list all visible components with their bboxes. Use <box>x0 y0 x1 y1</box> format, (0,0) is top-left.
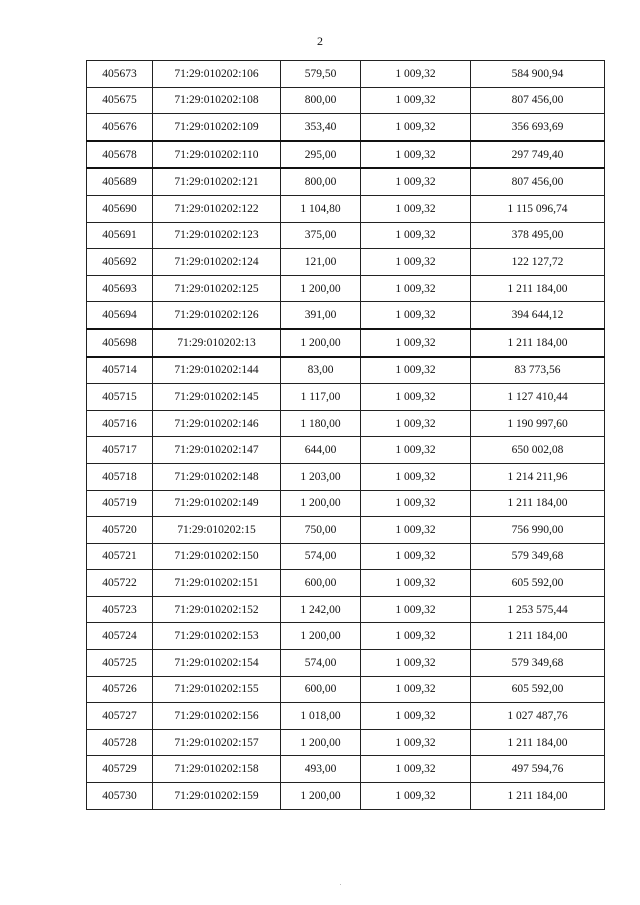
table-row <box>87 650 605 677</box>
row-id-cell: 405676 <box>87 114 153 141</box>
area-cell: 1 104,80 <box>281 195 361 222</box>
rate-cell: 1 009,32 <box>361 357 471 384</box>
cadastral-number-cell: 71:29:010202:146 <box>153 410 281 437</box>
value-cell: 356 693,69 <box>471 114 605 141</box>
cadastral-number-cell: 71:29:010202:151 <box>153 570 281 597</box>
rate-cell: 1 009,32 <box>361 168 471 195</box>
row-id-cell: 405689 <box>87 168 153 195</box>
value-cell: 1 253 575,44 <box>471 596 605 623</box>
cadastral-number-cell: 71:29:010202:147 <box>153 437 281 464</box>
rate-cell: 1 009,32 <box>361 570 471 597</box>
area-cell: 1 200,00 <box>281 490 361 517</box>
table-row <box>87 596 605 623</box>
area-cell: 83,00 <box>281 357 361 384</box>
area-cell: 1 203,00 <box>281 463 361 490</box>
area-cell: 600,00 <box>281 570 361 597</box>
rate-cell: 1 009,32 <box>361 650 471 677</box>
value-cell: 1 211 184,00 <box>471 275 605 302</box>
row-id-cell: 405724 <box>87 623 153 650</box>
table-row <box>87 329 605 357</box>
cadastral-number-cell: 71:29:010202:108 <box>153 87 281 114</box>
rate-cell: 1 009,32 <box>361 463 471 490</box>
area-cell: 579,50 <box>281 61 361 88</box>
cadastral-number-cell: 71:29:010202:153 <box>153 623 281 650</box>
value-cell: 1 211 184,00 <box>471 729 605 756</box>
value-cell: 1 214 211,96 <box>471 463 605 490</box>
area-cell: 353,40 <box>281 114 361 141</box>
rate-cell: 1 009,32 <box>361 384 471 411</box>
row-id-cell: 405691 <box>87 222 153 249</box>
cadastral-number-cell: 71:29:010202:13 <box>153 329 281 357</box>
row-id-cell: 405726 <box>87 676 153 703</box>
area-cell: 1 200,00 <box>281 275 361 302</box>
row-id-cell: 405714 <box>87 357 153 384</box>
value-cell: 122 127,72 <box>471 249 605 276</box>
row-id-cell: 405675 <box>87 87 153 114</box>
cadastral-number-cell: 71:29:010202:158 <box>153 756 281 783</box>
table-row <box>87 729 605 756</box>
area-cell: 1 200,00 <box>281 729 361 756</box>
rate-cell: 1 009,32 <box>361 410 471 437</box>
table-row <box>87 87 605 114</box>
table-row <box>87 676 605 703</box>
table-row <box>87 703 605 730</box>
row-id-cell: 405727 <box>87 703 153 730</box>
value-cell: 1 211 184,00 <box>471 783 605 810</box>
rate-cell: 1 009,32 <box>361 437 471 464</box>
table-row <box>87 275 605 302</box>
cadastral-number-cell: 71:29:010202:149 <box>153 490 281 517</box>
cadastral-number-cell: 71:29:010202:126 <box>153 302 281 329</box>
cadastral-number-cell: 71:29:010202:124 <box>153 249 281 276</box>
rate-cell: 1 009,32 <box>361 249 471 276</box>
rate-cell: 1 009,32 <box>361 729 471 756</box>
row-id-cell: 405693 <box>87 275 153 302</box>
rate-cell: 1 009,32 <box>361 783 471 810</box>
value-cell: 1 211 184,00 <box>471 329 605 357</box>
rate-cell: 1 009,32 <box>361 517 471 544</box>
cadastral-number-cell: 71:29:010202:106 <box>153 61 281 88</box>
table-row <box>87 141 605 169</box>
area-cell: 1 018,00 <box>281 703 361 730</box>
rate-cell: 1 009,32 <box>361 87 471 114</box>
cadastral-number-cell: 71:29:010202:109 <box>153 114 281 141</box>
value-cell: 297 749,40 <box>471 141 605 169</box>
rate-cell: 1 009,32 <box>361 114 471 141</box>
row-id-cell: 405698 <box>87 329 153 357</box>
table-row <box>87 463 605 490</box>
cadastral-number-cell: 71:29:010202:152 <box>153 596 281 623</box>
table-row <box>87 222 605 249</box>
row-id-cell: 405725 <box>87 650 153 677</box>
rate-cell: 1 009,32 <box>361 543 471 570</box>
row-id-cell: 405718 <box>87 463 153 490</box>
row-id-cell: 405694 <box>87 302 153 329</box>
rate-cell: 1 009,32 <box>361 302 471 329</box>
table-row <box>87 357 605 384</box>
table-row <box>87 61 605 88</box>
value-cell: 756 990,00 <box>471 517 605 544</box>
rate-cell: 1 009,32 <box>361 596 471 623</box>
row-id-cell: 405715 <box>87 384 153 411</box>
area-cell: 800,00 <box>281 87 361 114</box>
table-row <box>87 168 605 195</box>
area-cell: 1 117,00 <box>281 384 361 411</box>
row-id-cell: 405730 <box>87 783 153 810</box>
rate-cell: 1 009,32 <box>361 195 471 222</box>
value-cell: 1 211 184,00 <box>471 490 605 517</box>
area-cell: 800,00 <box>281 168 361 195</box>
area-cell: 1 180,00 <box>281 410 361 437</box>
area-cell: 375,00 <box>281 222 361 249</box>
rate-cell: 1 009,32 <box>361 61 471 88</box>
cadastral-value-table <box>86 60 605 810</box>
cadastral-number-cell: 71:29:010202:154 <box>153 650 281 677</box>
table-row <box>87 437 605 464</box>
value-cell: 1 027 487,76 <box>471 703 605 730</box>
table-row <box>87 195 605 222</box>
area-cell: 295,00 <box>281 141 361 169</box>
area-cell: 574,00 <box>281 543 361 570</box>
cadastral-number-cell: 71:29:010202:15 <box>153 517 281 544</box>
cadastral-number-cell: 71:29:010202:155 <box>153 676 281 703</box>
area-cell: 574,00 <box>281 650 361 677</box>
table-row <box>87 623 605 650</box>
cadastral-number-cell: 71:29:010202:150 <box>153 543 281 570</box>
value-cell: 497 594,76 <box>471 756 605 783</box>
value-cell: 394 644,12 <box>471 302 605 329</box>
cadastral-number-cell: 71:29:010202:145 <box>153 384 281 411</box>
cadastral-number-cell: 71:29:010202:121 <box>153 168 281 195</box>
table-row <box>87 249 605 276</box>
value-cell: 605 592,00 <box>471 676 605 703</box>
table-row <box>87 517 605 544</box>
area-cell: 600,00 <box>281 676 361 703</box>
table-row <box>87 302 605 329</box>
row-id-cell: 405673 <box>87 61 153 88</box>
page-number: 2 <box>317 34 323 48</box>
value-cell: 1 190 997,60 <box>471 410 605 437</box>
area-cell: 493,00 <box>281 756 361 783</box>
value-cell: 83 773,56 <box>471 357 605 384</box>
value-cell: 579 349,68 <box>471 543 605 570</box>
cadastral-number-cell: 71:29:010202:122 <box>153 195 281 222</box>
table-row <box>87 490 605 517</box>
area-cell: 750,00 <box>281 517 361 544</box>
row-id-cell: 405716 <box>87 410 153 437</box>
area-cell: 121,00 <box>281 249 361 276</box>
cadastral-number-cell: 71:29:010202:123 <box>153 222 281 249</box>
row-id-cell: 405720 <box>87 517 153 544</box>
row-id-cell: 405722 <box>87 570 153 597</box>
row-id-cell: 405692 <box>87 249 153 276</box>
table-row <box>87 783 605 810</box>
table-row <box>87 114 605 141</box>
rate-cell: 1 009,32 <box>361 703 471 730</box>
area-cell: 1 200,00 <box>281 783 361 810</box>
rate-cell: 1 009,32 <box>361 141 471 169</box>
value-cell: 1 127 410,44 <box>471 384 605 411</box>
area-cell: 1 242,00 <box>281 596 361 623</box>
table-row <box>87 410 605 437</box>
value-cell: 579 349,68 <box>471 650 605 677</box>
cadastral-number-cell: 71:29:010202:159 <box>153 783 281 810</box>
table-row <box>87 756 605 783</box>
area-cell: 1 200,00 <box>281 329 361 357</box>
cadastral-number-cell: 71:29:010202:125 <box>153 275 281 302</box>
rate-cell: 1 009,32 <box>361 222 471 249</box>
table-row <box>87 570 605 597</box>
table-body <box>87 61 605 810</box>
value-cell: 1 115 096,74 <box>471 195 605 222</box>
value-cell: 1 211 184,00 <box>471 623 605 650</box>
table-row <box>87 384 605 411</box>
table-row <box>87 543 605 570</box>
rate-cell: 1 009,32 <box>361 623 471 650</box>
cadastral-number-cell: 71:29:010202:156 <box>153 703 281 730</box>
area-cell: 391,00 <box>281 302 361 329</box>
row-id-cell: 405690 <box>87 195 153 222</box>
cadastral-number-cell: 71:29:010202:148 <box>153 463 281 490</box>
cadastral-number-cell: 71:29:010202:144 <box>153 357 281 384</box>
rate-cell: 1 009,32 <box>361 676 471 703</box>
value-cell: 807 456,00 <box>471 168 605 195</box>
row-id-cell: 405729 <box>87 756 153 783</box>
value-cell: 650 002,08 <box>471 437 605 464</box>
value-cell: 807 456,00 <box>471 87 605 114</box>
scan-speck <box>340 884 341 885</box>
area-cell: 644,00 <box>281 437 361 464</box>
value-cell: 378 495,00 <box>471 222 605 249</box>
rate-cell: 1 009,32 <box>361 490 471 517</box>
rate-cell: 1 009,32 <box>361 275 471 302</box>
cadastral-number-cell: 71:29:010202:157 <box>153 729 281 756</box>
rate-cell: 1 009,32 <box>361 756 471 783</box>
value-cell: 605 592,00 <box>471 570 605 597</box>
row-id-cell: 405717 <box>87 437 153 464</box>
row-id-cell: 405728 <box>87 729 153 756</box>
cadastral-number-cell: 71:29:010202:110 <box>153 141 281 169</box>
row-id-cell: 405678 <box>87 141 153 169</box>
rate-cell: 1 009,32 <box>361 329 471 357</box>
row-id-cell: 405719 <box>87 490 153 517</box>
row-id-cell: 405721 <box>87 543 153 570</box>
value-cell: 584 900,94 <box>471 61 605 88</box>
row-id-cell: 405723 <box>87 596 153 623</box>
area-cell: 1 200,00 <box>281 623 361 650</box>
